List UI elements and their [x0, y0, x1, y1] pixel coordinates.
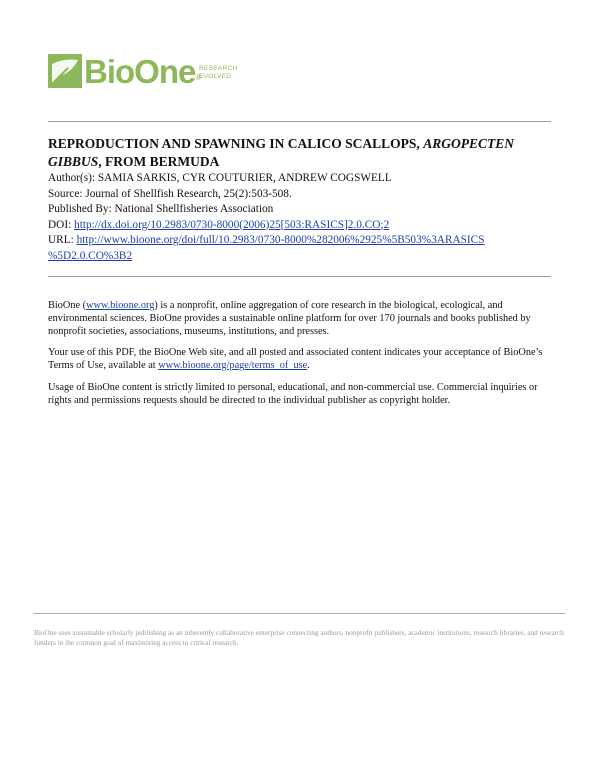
- bioone-tagline: RESEARCH EVOLVED: [199, 65, 238, 80]
- notice-paragraph-usage: Usage of BioOne content is strictly limited to personal, educational, and non-commercial use. Commercial inquiries or rights and permissions requests should be directed to the individual publisher as copyright holder.: [48, 381, 538, 406]
- bioone-notice: [48, 300, 553, 417]
- url-line: URL: http://www.bioone.org/doi/full/10.2983/0730-8000%282006%2925%5B503%3ARASICS: [48, 234, 485, 246]
- bioone-logo[interactable]: [48, 50, 248, 98]
- terms-of-use-link[interactable]: www.bioone.org/page/terms_of_use: [158, 360, 308, 372]
- authors: Author(s): SAMIA SARKIS, CYR COUTURIER, ANDREW COGSWELL: [48, 172, 392, 184]
- header-divider: [48, 121, 551, 122]
- url-link[interactable]: http://www.bioone.org/doi/full/10.2983/0730-8000%282006%2925%5B503%3ARASICS: [76, 234, 485, 246]
- notice-paragraph-terms: Your use of this PDF, the BioOne Web site, and all posted and associated content indicates your acceptance of BioOne’s Terms of Use, available at www.bioone.org/page/terms_of_use.: [48, 347, 543, 372]
- metadata-divider: [48, 276, 551, 277]
- doi-link[interactable]: http://dx.doi.org/10.2983/0730-8000(2006)25[503:RASICS]2.0.CO;2: [74, 218, 390, 231]
- species-name: ARGOPECTEN GIBBUS: [48, 136, 514, 169]
- bioone-site-link[interactable]: www.bioone.org: [86, 300, 155, 311]
- source: Source: Journal of Shellfish Research, 25(2):503-508.: [48, 187, 292, 200]
- publisher: Published By: National Shellfisheries Association: [48, 203, 274, 215]
- doi-line: DOI: http://dx.doi.org/10.2983/0730-8000(2006)25[503:RASICS]2.0.CO;2: [48, 218, 390, 231]
- article-metadata: [48, 171, 553, 264]
- bioone-wordmark: BioOne®: [84, 53, 201, 90]
- url-link-continued[interactable]: %5D2.0.CO%3B2: [48, 249, 133, 262]
- footer-divider: [34, 613, 565, 614]
- notice-paragraph-about: BioOne (www.bioone.org) is a nonprofit, online aggregation of core research in the biological, ecological, and environmental sciences. BioOne provides a sustainable online platform for over 170 journals and books published by nonprofit societies, associations, museums, institutions, and presses.: [48, 300, 531, 337]
- article-title: REPRODUCTION AND SPAWNING IN CALICO SCALLOPS, ARGOPECTEN GIBBUS, FROM BERMUDA: [48, 136, 514, 169]
- url-line-continued: [48, 249, 553, 265]
- bioone-leaf-icon: [48, 54, 82, 88]
- footer-text: BioOne sees sustainable scholarly publishing as an inherently collaborative enterprise connecting authors, nonprofit publishers, academic institutions, research libraries, and research funders in the common goal of maximizing access to critical research.: [34, 628, 564, 647]
